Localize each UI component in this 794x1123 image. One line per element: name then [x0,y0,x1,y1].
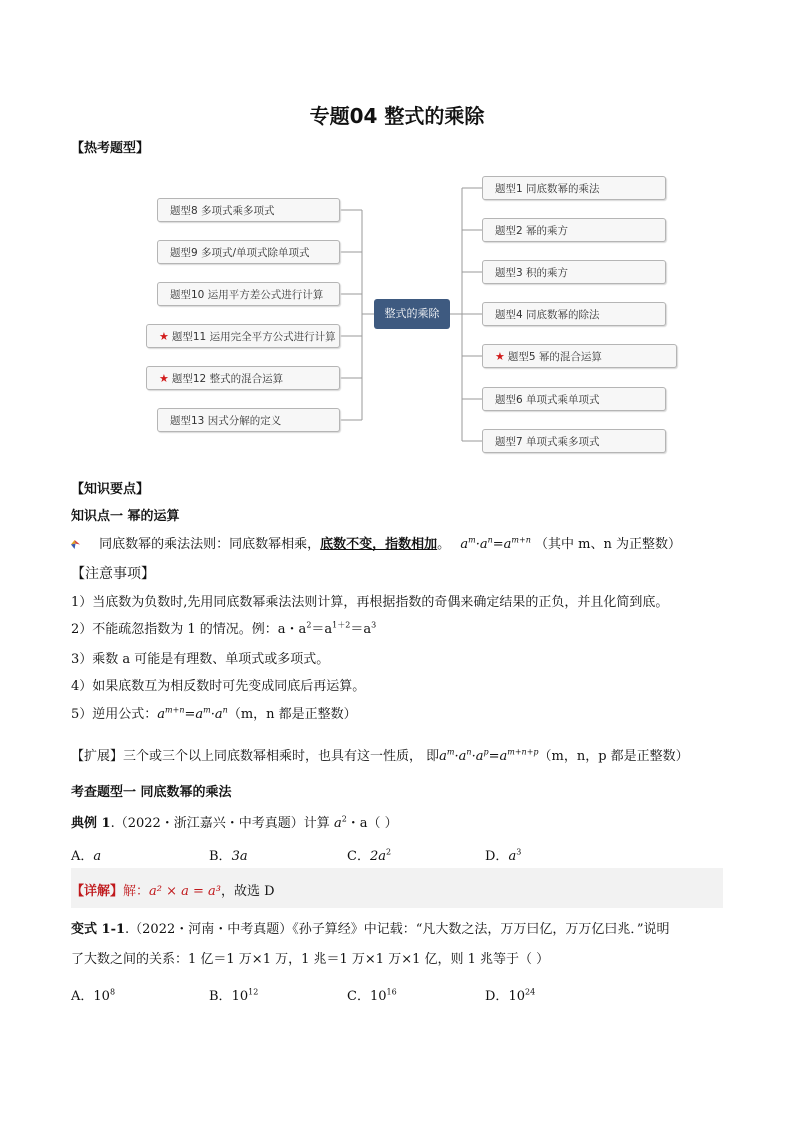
mindmap-node-type1: 题型1 同底数幂的乘法 [482,176,666,200]
knowledge-point-title: 知识点一 幂的运算 [71,509,180,524]
star-icon: ★ [495,350,505,363]
variant-1-1-option-d: D．$10^{24}$ [485,987,536,1004]
rule-line [71,533,681,552]
mindmap-node-type9: 题型9 多项式/单项式除单项式 [157,240,340,264]
variant-1-1-option-a: A．$10^8$ [71,987,116,1004]
notice-line-5: 5）逆用公式：$a^{m+n}=a^m\cdot a^n(m$，n 都是正整数） [71,705,357,722]
example-1-option-d: D．$a^3$ [485,847,522,864]
notice-line-4: 4）如果底数互为相反数时可先变成同底后再运算。 [71,679,366,694]
variant-1-1-option-c: C．$10^{16}$ [347,987,397,1004]
notice-line-2: 2）不能疏忽指数为 1 的情况。例：a・$a^2=a^{1+2}=a^3$ [71,620,377,637]
example-1-stem: 典例 1.（2022・浙江嘉兴・中考真题）计算 $a^2$・a（ ） [71,814,398,831]
bullet-icon [71,540,80,549]
section-knowledge-heading: 【知识要点】 [71,482,150,497]
rule-lead: 同底数幂的乘法法则：同底数幂相乘， [99,537,321,552]
mindmap-node-type10: 题型10 运用平方差公式进行计算 [157,282,340,306]
mindmap-center-node: 整式的乘除 [374,299,450,329]
extend-line: 【扩展】三个或三个以上同底数幂相乘时，也具有这一性质， 即$a^m\cdot a^n\cdot a^p=a^{m+n+p}(m$，n，p 都是正整数） [71,747,689,764]
rule-period: 。 [437,537,451,552]
variant-1-1-option-b: B．$10^{12}$ [209,987,259,1004]
mindmap-node-type2: 题型2 幂的乘方 [482,218,666,242]
mindmap-node-type6: 题型6 单项式乘单项式 [482,387,666,411]
variant-1-1-line-2: 了大数之间的关系：1 亿＝1 万×1 万，1 兆＝1 万×1 万×1 亿，则 1 兆等于（ ） [71,952,550,967]
notice-line-3: 3）乘数 a 可能是有理数、单项式或多项式。 [71,652,330,667]
example-1-option-a: A．a [71,849,102,864]
example-1-option-b: B．3a [209,849,248,864]
example-1-option-c: C．$2a^2$ [347,847,392,864]
rule-underlined: 底数不变，指数相加 [320,537,438,552]
rule-formula: $a^m\cdot a^n=a^{m+n}$ [460,535,531,552]
variant-1-1-line-1: 变式 1-1.（2022・河南・中考真题）《孙子算经》中记载：“凡大数之法，万万曰亿，万万亿曰兆．”说明 [71,922,670,937]
mindmap-node-type5: ★ 题型5 幂的混合运算 [482,344,677,368]
mindmap-node-type11: ★ 题型11 运用完全平方公式进行计算 [146,324,340,348]
mindmap-node-type4: 题型4 同底数幂的除法 [482,302,666,326]
section-hot-heading: 【热考题型】 [71,141,150,156]
star-icon: ★ [159,330,169,343]
mindmap-node-type12: ★ 题型12 整式的混合运算 [146,366,340,390]
mindmap [0,0,794,470]
notice-line-1: 1）当底数为负数时,先用同底数幂乘法法则计算，再根据指数的奇偶来确定结果的正负，并且化简到底。 [71,595,669,610]
star-icon: ★ [159,372,169,385]
mindmap-connectors [0,0,794,470]
mindmap-node-type13: 题型13 因式分解的定义 [157,408,340,432]
page-title: 专题04 整式的乘除 [309,104,485,128]
mindmap-node-type7: 题型7 单项式乘多项式 [482,429,666,453]
rule-note: （其中 m、n 为正整数） [535,537,681,552]
solution-line: 【详解】解：a² × a = a³，故选 D [71,884,275,899]
mindmap-node-type8: 题型8 多项式乘多项式 [157,198,340,222]
notice-heading: 【注意事项】 [71,566,155,582]
question-type-heading: 考查题型一 同底数幂的乘法 [71,785,232,800]
mindmap-node-type3: 题型3 积的乘方 [482,260,666,284]
